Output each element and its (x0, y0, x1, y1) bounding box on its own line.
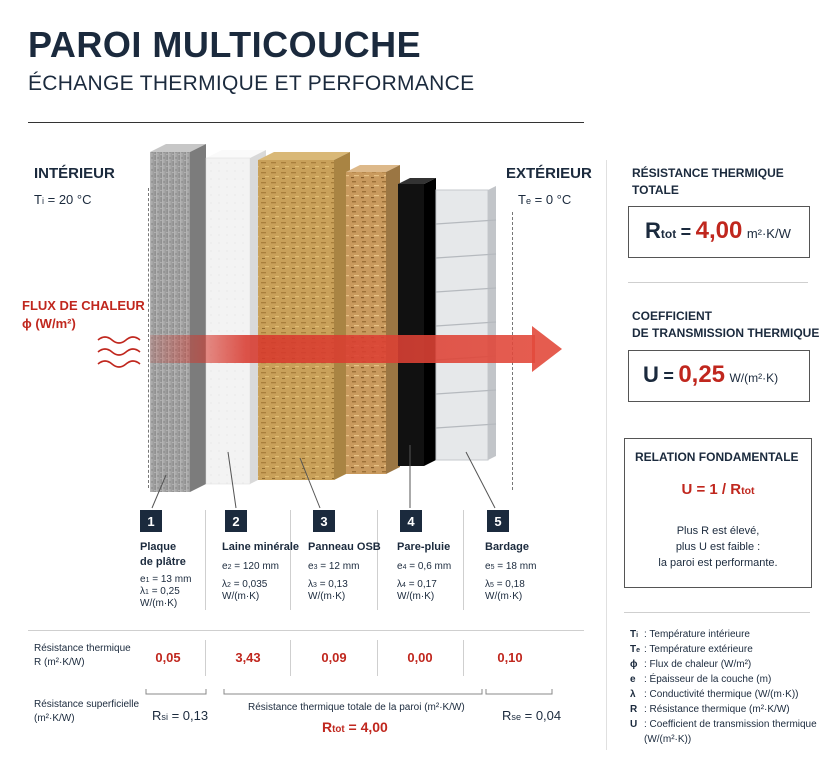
layer-1-info (140, 540, 191, 610)
legend-item: $T_i$ : Température intérieure (630, 629, 750, 640)
interior-temperature: $T_i = 20$ °C (34, 192, 92, 207)
layer-2-mineral-wool (206, 150, 266, 484)
layer-4-info (397, 540, 451, 603)
layer-3-osb-panel (258, 152, 350, 480)
interior-label: INTÉRIEUR (34, 165, 115, 182)
legend-item: U : Coefficient de transmission thermique (630, 719, 817, 730)
layer-5-conductivity-unit: W/(m·K) (485, 591, 523, 602)
rtot-formula: $R_{tot} = 4,00$ m²·K/W (645, 217, 791, 244)
heat-waves-icon (98, 337, 140, 367)
total-resistance-value: $R_{tot} = 4,00$ (322, 719, 388, 735)
layer-1-resistance: 0,05 (155, 650, 181, 665)
legend-item: ϕ : Flux de chaleur (W/m²) (630, 659, 752, 670)
rse-value: $R_{se} = 0,04$ (502, 708, 562, 723)
layer-4-resistance: 0,00 (407, 650, 433, 665)
rsi-value: $R_{si} = 0,13$ (152, 708, 209, 723)
exterior-temperature: $T_e = 0$ °C (518, 192, 572, 207)
bracket-lines (140, 686, 590, 700)
layer-3-conductivity-unit: W/(m·K) (308, 591, 346, 602)
layer-2-resistance: 3,43 (235, 650, 261, 665)
fundamental-relation-box (624, 438, 812, 588)
wall-illustration (0, 0, 600, 520)
layer-1-name: Plaque (140, 541, 177, 553)
relation-formula: $U = 1 / R_{tot}$ (681, 481, 755, 498)
layer-4-rain-barrier (398, 178, 436, 466)
column-separator (205, 510, 206, 610)
layer-5-thickness: $e_5 = 18$ mm (485, 561, 537, 572)
layer-5-conductivity: $\lambda_5 = 0,18$ (485, 579, 525, 590)
layer-3-resistance: 0,09 (321, 650, 347, 665)
layer-2-info (222, 540, 299, 603)
layer-2-thickness: $e_2 = 120$ mm (222, 561, 279, 572)
layer-marker-3: 3 (313, 510, 335, 532)
legend-item: e : Épaisseur de la couche (m) (630, 674, 772, 685)
resistance-row-label: Résistance thermique R (m²·K/W) (34, 643, 131, 668)
layer-osb-board (346, 165, 400, 474)
table-divider (28, 630, 584, 631)
relation-heading: RELATION FONDAMENTALE (635, 450, 799, 464)
rtot-heading: RÉSISTANCE THERMIQUE TOTALE (632, 166, 784, 197)
u-heading: COEFFICIENT DE TRANSMISSION THERMIQUE (632, 309, 820, 340)
layer-1-conductivity: $\lambda_1 = 0,25$ (140, 586, 180, 597)
total-resistance-caption: Résistance thermique totale de la paroi (m²·K/W) (248, 702, 465, 713)
layer-3-thickness: $e_3 = 12$ mm (308, 561, 360, 572)
heat-flux-label: FLUX DE CHALEUR ϕ (W/m²) (22, 298, 145, 331)
page-title: PAROI MULTICOUCHE (28, 24, 422, 65)
layer-marker-1: 1 (140, 510, 162, 532)
layer-2-conductivity-unit: W/(m·K) (222, 591, 260, 602)
u-formula: U = 0,25 W/(m²·K) (643, 361, 779, 388)
exterior-label: EXTÉRIEUR (506, 165, 592, 182)
layer-marker-4: 4 (400, 510, 422, 532)
layer-4-conductivity: $\lambda_4 = 0,17$ (397, 579, 437, 590)
layer-2-conductivity: $\lambda_2 = 0,035$ (222, 579, 268, 590)
layer-3-conductivity: $\lambda_3 = 0,13$ (308, 579, 348, 590)
surface-resistance-label: Résistance superficielle (m²·K/W) (34, 699, 140, 724)
layer-1-thickness: $e_1 = 13$ mm (140, 574, 192, 585)
layer-4-conductivity-unit: W/(m·K) (397, 591, 435, 602)
column-separator (290, 640, 291, 676)
layer-3-info (308, 540, 381, 603)
layer-4-thickness: $e_4 = 0,6$ mm (397, 561, 452, 572)
legend-item: λ : Conductivité thermique (W/(m·K)) (630, 689, 799, 700)
legend (630, 627, 817, 747)
layer-1-conductivity-unit: W/(m·K) (140, 598, 178, 609)
layer-5-info (485, 540, 536, 603)
u-box (628, 350, 810, 402)
layer-5-resistance: 0,10 (497, 650, 523, 665)
legend-item: $T_e$ : Température extérieure (630, 644, 753, 655)
layer-4-name: Pare-pluie (397, 541, 451, 553)
column-separator (377, 640, 378, 676)
column-separator (205, 640, 206, 676)
relation-explanation: Plus R est élevé, plus U est faible : la paroi est performante. (658, 525, 778, 569)
legend-item: (W/(m²·K)) (644, 734, 692, 745)
layer-5-cladding (436, 186, 496, 460)
layer-marker-5: 5 (487, 510, 509, 532)
panel-divider (624, 612, 810, 613)
column-separator (463, 640, 464, 676)
layer-2-name: Laine minérale (222, 541, 300, 553)
legend-item: R : Résistance thermique (m²·K/W) (630, 704, 790, 715)
page-subtitle: ÉCHANGE THERMIQUE ET PERFORMANCE (28, 72, 475, 95)
layer-3-name: Panneau OSB (308, 541, 381, 553)
layer-1-gypsum-board (150, 144, 206, 492)
panel-separator (606, 160, 607, 750)
rtot-box (628, 206, 810, 258)
layer-5-name: Bardage (485, 541, 530, 553)
layer-marker-2: 2 (225, 510, 247, 532)
column-separator (463, 510, 464, 610)
panel-divider (628, 282, 808, 283)
layer-1-name-line2: de plâtre (140, 556, 186, 568)
